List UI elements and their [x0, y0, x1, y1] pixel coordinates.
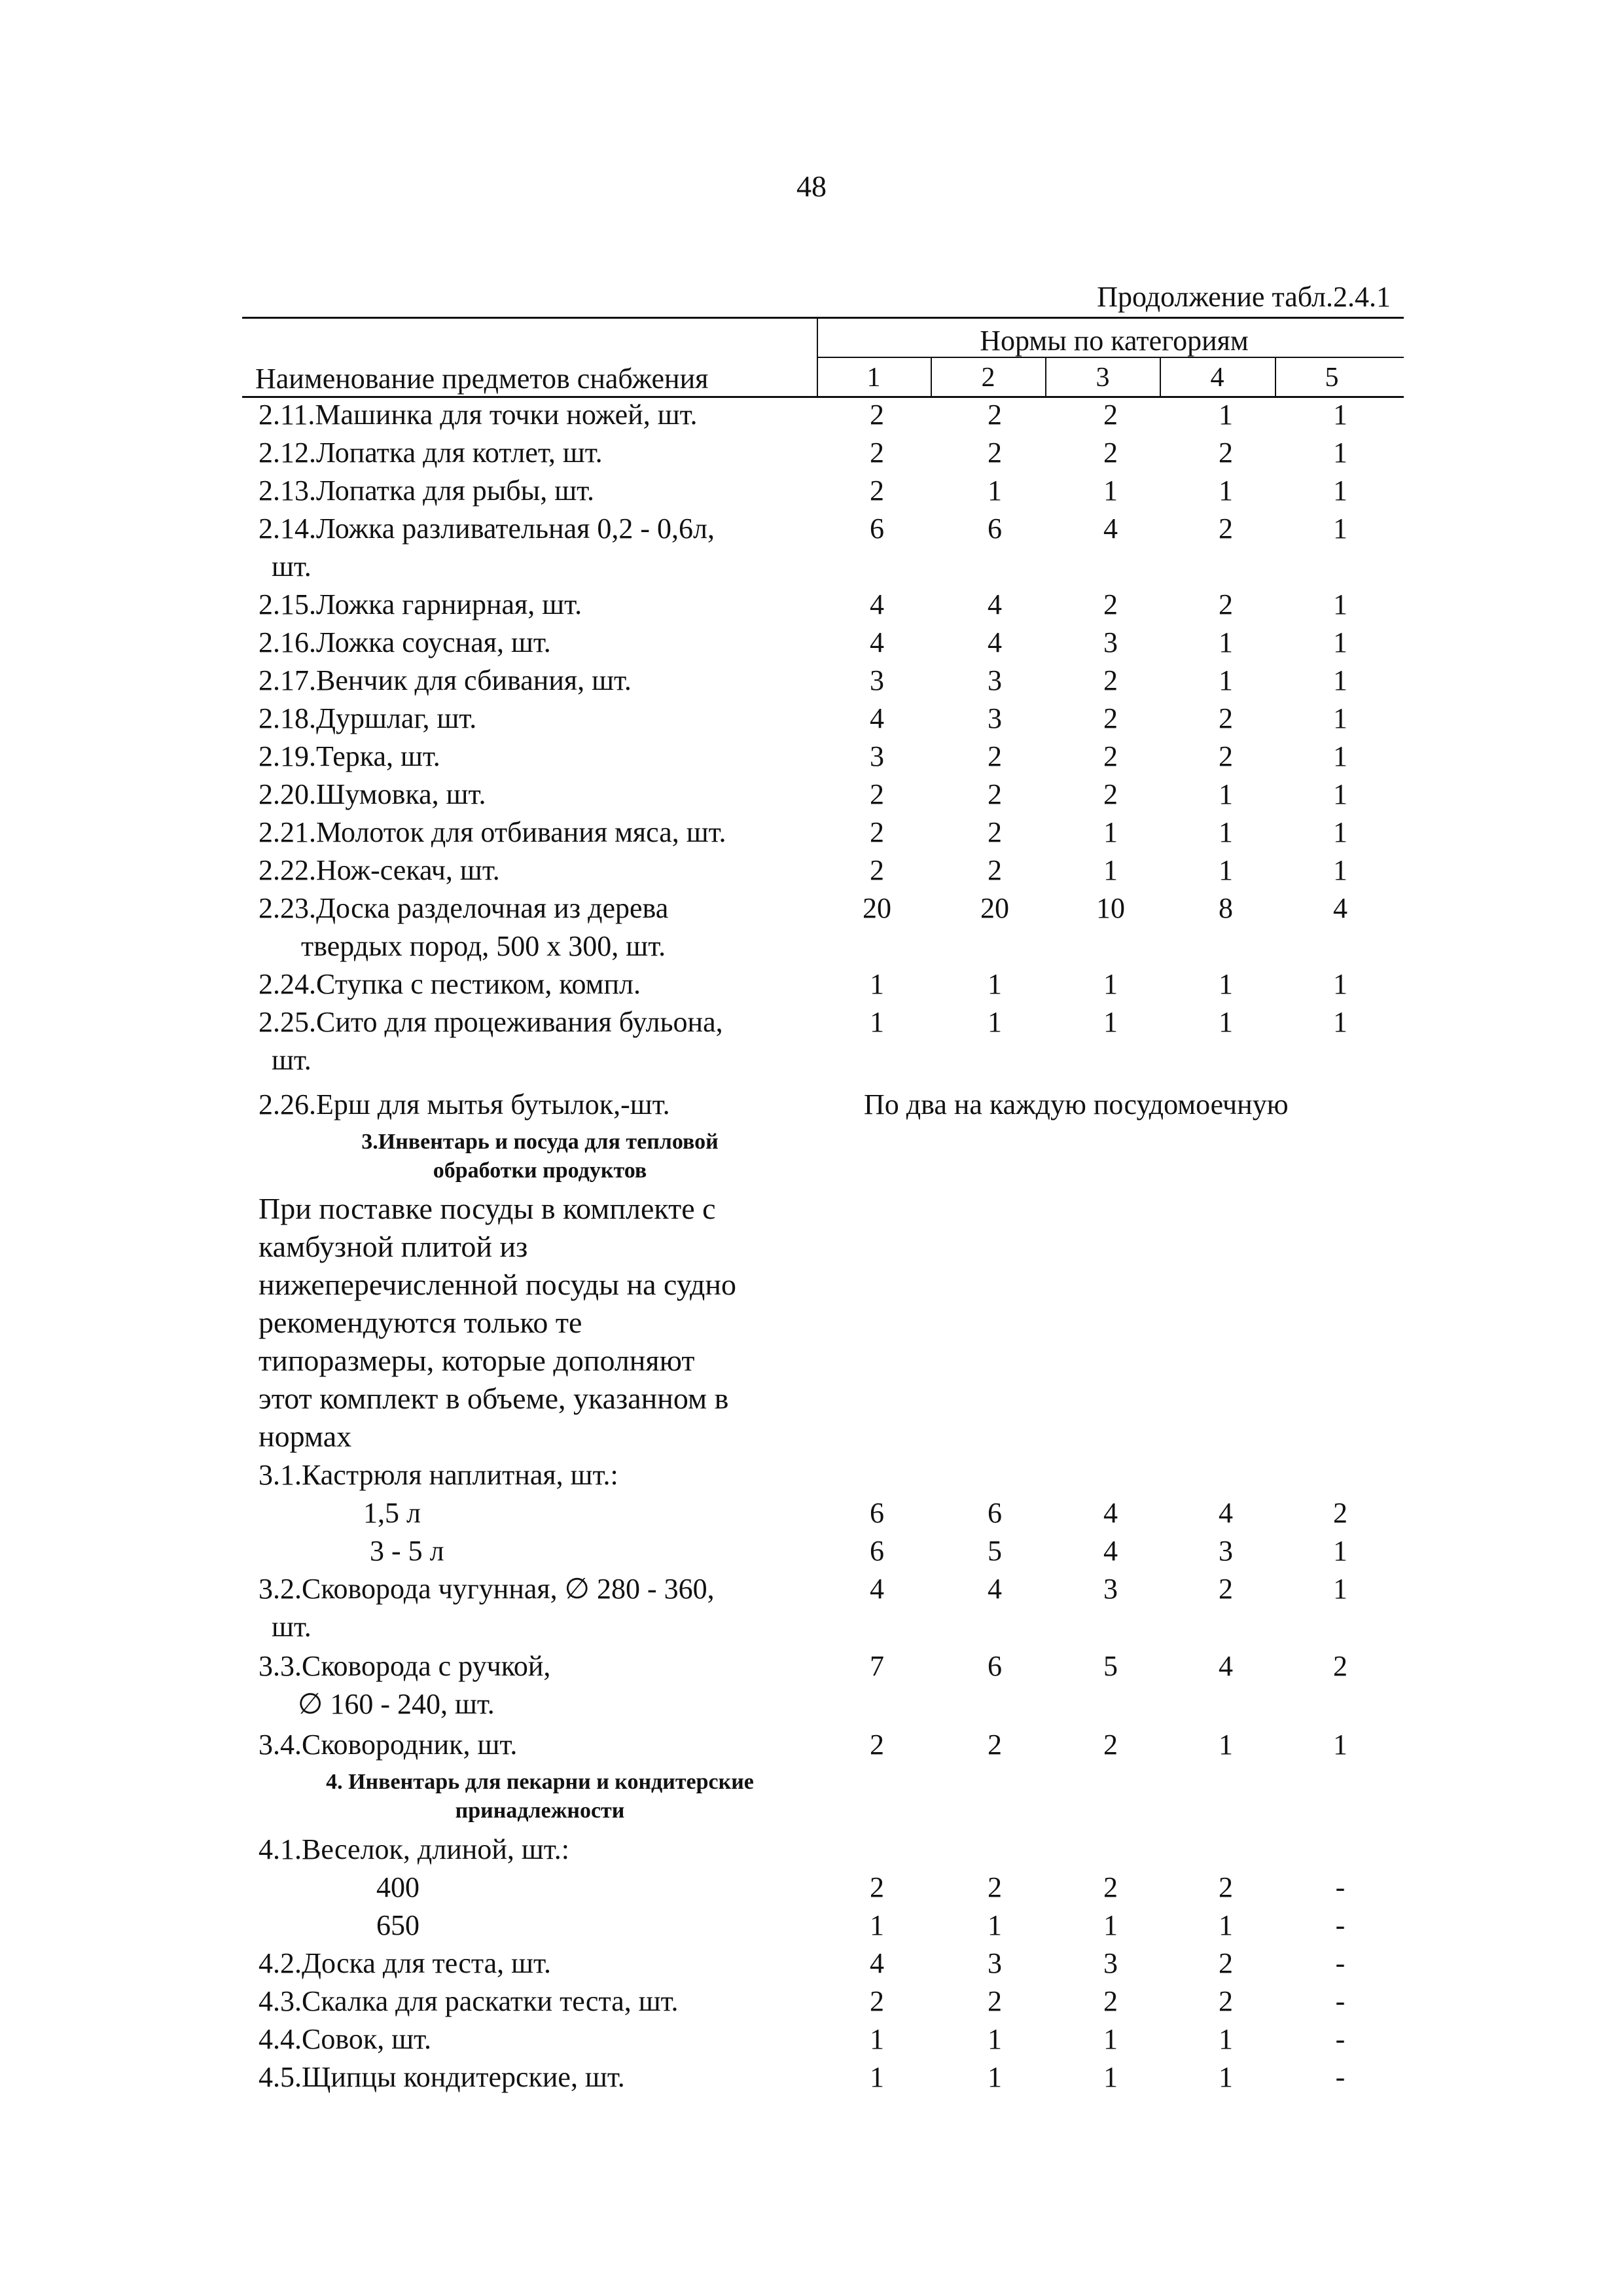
note-line: нижеперечисленной посуды на судно — [259, 1268, 736, 1301]
category-5-value: - — [1335, 2023, 1346, 2055]
section-4-title-line-2: принадлежности — [455, 1799, 625, 1823]
category-3-value: 2 — [1103, 1729, 1118, 1761]
category-5-value: 1 — [1333, 1573, 1347, 1605]
table-row — [259, 814, 1391, 851]
category-4-value: 1 — [1219, 1006, 1233, 1038]
category-3-value: 3 — [1103, 626, 1118, 658]
category-4-value: 1 — [1219, 2023, 1233, 2055]
category-3-value: 3 — [1103, 1573, 1118, 1605]
category-5-value: 2 — [1333, 1497, 1347, 1529]
table-row — [259, 1571, 1391, 1607]
category-5-value: - — [1335, 1909, 1346, 1941]
table-row-continuation — [259, 928, 1391, 965]
category-5-value: 1 — [1333, 626, 1347, 658]
table-row — [259, 852, 1391, 889]
table-row — [259, 624, 1391, 661]
category-5-value: - — [1335, 1947, 1346, 1979]
category-3-value: 2 — [1103, 1985, 1118, 2017]
category-1-value: 6 — [870, 1535, 884, 1567]
item-name: 4.2.Доска для теста, шт. — [259, 1947, 551, 1979]
category-5-header: 5 — [1325, 363, 1339, 393]
note-line: нормах — [259, 1420, 352, 1453]
category-4-value: 1 — [1219, 2061, 1233, 2093]
table-row — [259, 397, 1391, 433]
category-4-value: 2 — [1219, 1947, 1233, 1979]
table-row — [259, 435, 1391, 471]
category-5-value: 1 — [1333, 968, 1347, 1000]
category-5-value: - — [1335, 2061, 1346, 2093]
category-2-value: 2 — [988, 740, 1002, 772]
category-2-value: 1 — [988, 475, 1002, 507]
item-name: 3.3.Сковорода с ручкой, — [259, 1650, 551, 1682]
category-2-value: 3 — [988, 664, 1002, 696]
category-2-value: 2 — [988, 1729, 1002, 1761]
category-2-value: 2 — [988, 399, 1002, 431]
category-4-value: 4 — [1219, 1497, 1233, 1529]
category-4-value: 2 — [1219, 702, 1233, 734]
item-name: 4.4.Совок, шт. — [259, 2023, 431, 2055]
category-3-value: 10 — [1096, 892, 1125, 924]
category-3-value: 2 — [1103, 588, 1118, 620]
category-5-value: - — [1335, 1871, 1346, 1903]
category-1-value: 3 — [870, 740, 884, 772]
category-1-value: 2 — [870, 437, 884, 469]
category-3-value: 1 — [1103, 2023, 1118, 2055]
category-2-value: 2 — [988, 854, 1002, 886]
category-5-value: 1 — [1333, 816, 1347, 848]
item-name: 2.20.Шумовка, шт. — [259, 778, 486, 810]
category-1-value: 4 — [870, 1947, 884, 1979]
category-4-value: 2 — [1219, 740, 1233, 772]
category-4-value: 1 — [1219, 626, 1233, 658]
page-number: 48 — [796, 170, 827, 203]
item-name: 2.19.Терка, шт. — [259, 740, 440, 772]
category-2-value: 2 — [988, 1871, 1002, 1903]
table-header — [242, 317, 1404, 398]
category-4-value: 1 — [1219, 664, 1233, 696]
category-1-value: 4 — [870, 626, 884, 658]
item-name-continuation: твердых пород, 500 х 300, шт. — [301, 930, 666, 962]
category-1-value: 6 — [870, 512, 884, 545]
category-4-value: 2 — [1219, 1985, 1233, 2017]
table-row — [259, 1945, 1391, 1982]
item-name: 2.23.Доска разделочная из дерева — [259, 892, 669, 924]
category-5-value: 1 — [1333, 702, 1347, 734]
item-name: 2.18.Дуршлаг, шт. — [259, 702, 477, 734]
category-4-value: 1 — [1219, 854, 1233, 886]
category-1-value: 4 — [870, 588, 884, 620]
table-row — [259, 1907, 1391, 1944]
category-2-value: 1 — [988, 1909, 1002, 1941]
category-3-value: 2 — [1103, 740, 1118, 772]
category-5-value: 1 — [1333, 664, 1347, 696]
table-row — [259, 966, 1391, 1003]
item-name: 2.12.Лопатка для котлет, шт. — [259, 437, 603, 469]
category-5-value: 1 — [1333, 512, 1347, 545]
category-3-value: 3 — [1103, 1947, 1118, 1979]
note-line: этот комплект в объеме, указанном в — [259, 1382, 729, 1415]
category-2-value: 2 — [988, 437, 1002, 469]
category-4-value: 2 — [1219, 512, 1233, 545]
category-4-header: 4 — [1210, 363, 1224, 393]
category-5-value: - — [1335, 1985, 1346, 2017]
category-1-value: 1 — [870, 2061, 884, 2093]
note-line: типоразмеры, которые дополняют — [259, 1344, 695, 1377]
category-1-value: 1 — [870, 968, 884, 1000]
category-1-value: 2 — [870, 778, 884, 810]
category-1-value: 2 — [870, 816, 884, 848]
category-3-value: 2 — [1103, 399, 1118, 431]
category-1-value: 1 — [870, 2023, 884, 2055]
category-4-value: 2 — [1219, 1871, 1233, 1903]
category-3-value: 4 — [1103, 1535, 1118, 1567]
table-continuation-caption: Продолжение табл.2.4.1 — [1097, 281, 1391, 313]
table-row — [259, 1983, 1391, 2020]
item-name-continuation: шт. — [272, 550, 312, 583]
category-1-value: 1 — [870, 1909, 884, 1941]
category-3-value: 2 — [1103, 1871, 1118, 1903]
item-name: 2.16.Ложка соусная, шт. — [259, 626, 551, 658]
category-3-value: 2 — [1103, 437, 1118, 469]
category-2-value: 20 — [980, 892, 1009, 924]
category-3-value: 4 — [1103, 1497, 1118, 1529]
category-3-value: 1 — [1103, 854, 1118, 886]
category-2-value: 4 — [988, 588, 1002, 620]
item-name-continuation: шт. — [272, 1611, 312, 1643]
section-4-title-line-1: 4. Инвентарь для пекарни и кондитерские — [326, 1770, 754, 1794]
category-2-value: 1 — [988, 2061, 1002, 2093]
category-3-value: 1 — [1103, 816, 1118, 848]
table-row — [259, 2021, 1391, 2058]
section-3-note — [259, 1190, 828, 1456]
note-line: При поставке посуды в комплекте с — [259, 1192, 716, 1225]
table-row — [259, 1831, 1391, 1868]
table-row — [259, 511, 1391, 547]
item-size: 3 - 5 л — [370, 1535, 444, 1567]
category-3-value: 4 — [1103, 512, 1118, 545]
category-4-value: 1 — [1219, 475, 1233, 507]
item-name: 3.1.Кастрюля наплитная, шт.: — [259, 1459, 618, 1491]
category-3-value: 2 — [1103, 702, 1118, 734]
section-3-title-line-2: обработки продуктов — [433, 1158, 647, 1183]
category-2-value: 6 — [988, 1650, 1002, 1682]
item-name: 2.14.Ложка разливательная 0,2 - 0,6л, — [259, 512, 715, 545]
table-row — [259, 1869, 1391, 1906]
item-name: 2.26.Ерш для мытья бутылок,-шт. — [259, 1088, 670, 1121]
category-4-value: 1 — [1219, 1729, 1233, 1761]
item-name: 2.22.Нож-секач, шт. — [259, 854, 500, 886]
table-row-continuation — [259, 1609, 1391, 1645]
item-name: 2.17.Венчик для сбивания, шт. — [259, 664, 632, 696]
category-2-value: 1 — [988, 1006, 1002, 1038]
category-1-value: 1 — [870, 1006, 884, 1038]
category-3-value: 1 — [1103, 1909, 1118, 1941]
category-2-header: 2 — [981, 363, 995, 393]
table-row — [259, 2059, 1391, 2096]
table-row — [259, 776, 1391, 813]
category-1-value: 3 — [870, 664, 884, 696]
category-4-value: 2 — [1219, 1573, 1233, 1605]
item-name-continuation: шт. — [272, 1044, 312, 1076]
table-row — [259, 1004, 1391, 1041]
item-name-continuation: ∅ 160 - 240, шт. — [298, 1688, 495, 1720]
item-name: 2.15.Ложка гарнирная, шт. — [259, 588, 582, 620]
category-1-value: 2 — [870, 1985, 884, 2017]
category-4-value: 2 — [1219, 437, 1233, 469]
category-1-value: 2 — [870, 854, 884, 886]
category-1-value: 20 — [863, 892, 891, 924]
table-row — [259, 890, 1391, 927]
category-4-value: 1 — [1219, 778, 1233, 810]
category-1-value: 6 — [870, 1497, 884, 1529]
category-3-header: 3 — [1096, 363, 1110, 393]
category-3-value: 1 — [1103, 968, 1118, 1000]
category-3-value: 1 — [1103, 2061, 1118, 2093]
category-4-value: 1 — [1219, 399, 1233, 431]
table-row — [259, 473, 1391, 509]
item-name: 2.11.Машинка для точки ножей, шт. — [259, 399, 698, 431]
category-2-value: 2 — [988, 1985, 1002, 2017]
table-row-continuation — [259, 1042, 1391, 1079]
category-4-value: 4 — [1219, 1650, 1233, 1682]
item-name: 4.1.Веселок, длиной, шт.: — [259, 1833, 569, 1865]
item-name: 3.2.Сковорода чугунная, ∅ 280 - 360, — [259, 1573, 715, 1605]
item-size: 1,5 л — [363, 1497, 421, 1529]
category-5-value: 1 — [1333, 588, 1347, 620]
item-size: 400 — [376, 1871, 419, 1903]
category-5-value: 1 — [1333, 854, 1347, 886]
category-1-value: 2 — [870, 475, 884, 507]
item-name: 3.4.Сковородник, шт. — [259, 1729, 518, 1761]
item-name: 4.3.Скалка для раскатки теста, шт. — [259, 1985, 679, 2017]
table-row — [259, 662, 1391, 699]
item-name: 4.5.Щипцы кондитерские, шт. — [259, 2061, 625, 2093]
category-5-value: 1 — [1333, 437, 1347, 469]
category-4-value: 1 — [1219, 1909, 1233, 1941]
item-name: 2.13.Лопатка для рыбы, шт. — [259, 475, 595, 507]
category-3-value: 2 — [1103, 778, 1118, 810]
table-row — [259, 1727, 1391, 1763]
category-5-value: 1 — [1333, 1729, 1347, 1761]
category-2-value: 5 — [988, 1535, 1002, 1567]
category-2-value: 1 — [988, 2023, 1002, 2055]
category-1-value: 2 — [870, 1871, 884, 1903]
section-3-title-line-1: 3.Инвентарь и посуда для тепловой — [361, 1130, 719, 1154]
table-row — [259, 1648, 1391, 1685]
table-row — [259, 1533, 1391, 1570]
note-line: рекомендуются только те — [259, 1306, 582, 1339]
category-4-value: 1 — [1219, 968, 1233, 1000]
category-4-value: 3 — [1219, 1535, 1233, 1567]
category-2-value: 1 — [988, 968, 1002, 1000]
category-4-value: 2 — [1219, 588, 1233, 620]
category-1-value: 7 — [870, 1650, 884, 1682]
table-row — [259, 738, 1391, 775]
category-5-value: 1 — [1333, 475, 1347, 507]
category-2-value: 6 — [988, 1497, 1002, 1529]
category-1-value: 4 — [870, 1573, 884, 1605]
category-2-value: 2 — [988, 778, 1002, 810]
items-column-header: Наименование предметов снабжения — [255, 363, 709, 395]
category-5-value: 1 — [1333, 740, 1347, 772]
item-name: 2.25.Сито для процеживания бульона, — [259, 1006, 723, 1038]
table-row — [259, 1495, 1391, 1532]
category-5-value: 2 — [1333, 1650, 1347, 1682]
table-row-continuation — [259, 1686, 1391, 1723]
category-3-value: 2 — [1103, 664, 1118, 696]
category-5-value: 4 — [1333, 892, 1347, 924]
item-name: 2.24.Ступка с пестиком, компл. — [259, 968, 641, 1000]
table-row — [259, 586, 1391, 623]
category-2-value: 4 — [988, 626, 1002, 658]
category-2-value: 4 — [988, 1573, 1002, 1605]
category-5-value: 1 — [1333, 1535, 1347, 1567]
category-2-value: 3 — [988, 702, 1002, 734]
category-1-value: 2 — [870, 1729, 884, 1761]
category-3-value: 1 — [1103, 475, 1118, 507]
category-2-value: 2 — [988, 816, 1002, 848]
table-row — [259, 1457, 1391, 1494]
note-line: камбузной плитой из — [259, 1230, 528, 1263]
category-3-value: 1 — [1103, 1006, 1118, 1038]
category-2-value: 3 — [988, 1947, 1002, 1979]
category-4-value: 8 — [1219, 892, 1233, 924]
category-1-value: 2 — [870, 399, 884, 431]
category-2-value: 6 — [988, 512, 1002, 545]
item-size: 650 — [376, 1909, 419, 1941]
table-row-continuation — [259, 548, 1391, 585]
category-norms-header: Нормы по категориям — [980, 325, 1249, 357]
category-5-value: 1 — [1333, 778, 1347, 810]
norm-note: По два на каждую посудомоечную — [864, 1088, 1289, 1121]
table-row — [259, 700, 1391, 737]
item-name: 2.21.Молоток для отбивания мяса, шт. — [259, 816, 726, 848]
category-3-value: 5 — [1103, 1650, 1118, 1682]
category-5-value: 1 — [1333, 1006, 1347, 1038]
category-5-value: 1 — [1333, 399, 1347, 431]
category-4-value: 1 — [1219, 816, 1233, 848]
category-1-value: 4 — [870, 702, 884, 734]
category-1-header: 1 — [866, 363, 881, 393]
